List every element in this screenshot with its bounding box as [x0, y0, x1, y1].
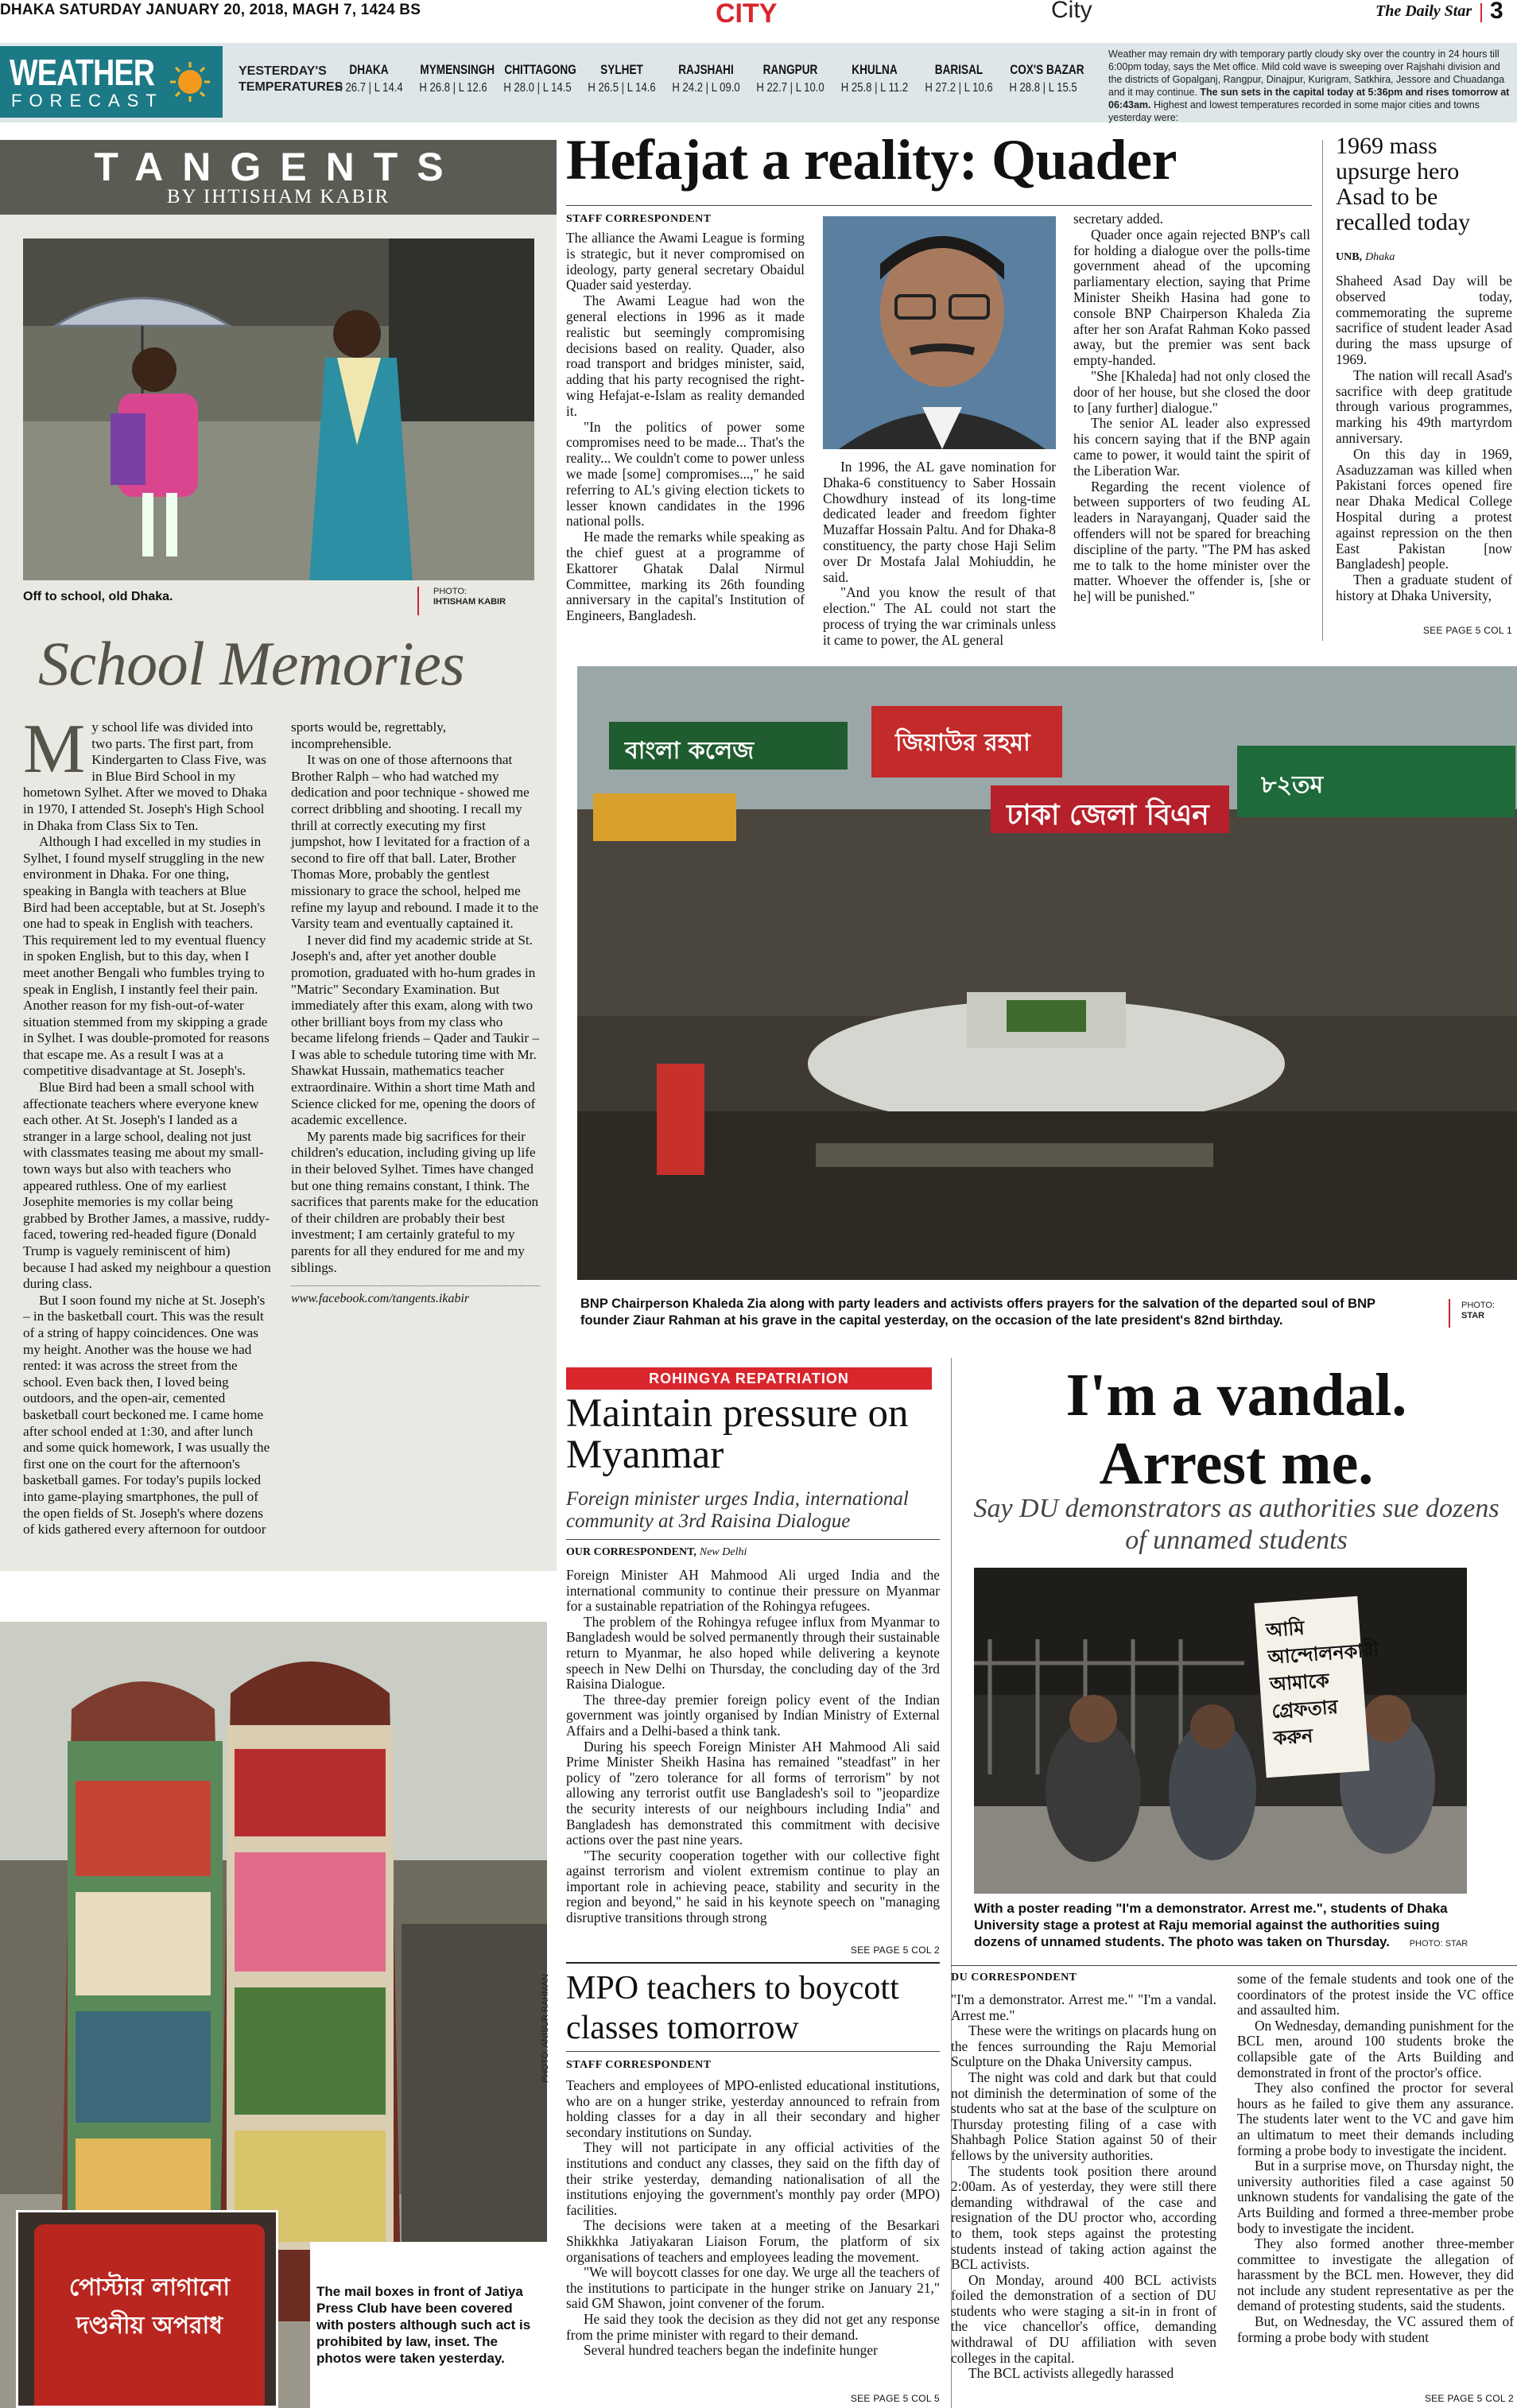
schoolgirl-photo: [23, 238, 534, 580]
rohingya-body: [566, 1568, 940, 1926]
hefajat-paragraph: He made the remarks while speaking as the chief guest at a programme of Ekattorer Ghatak Dalal Nirmul Committee, marking its 26th founding anniversary in the capital's Institution of Engineers, Bangladesh.: [566, 529, 805, 624]
hefajat-paragraph: The alliance the Awami League is forming is strategic, but it never compromised on ideology, party general secretary Obaidul Quader said yesterday.: [566, 230, 805, 293]
hefajat-col-1: [566, 231, 805, 624]
rohingya-dateline: New Delhi: [699, 1546, 747, 1558]
quader-photo: [823, 216, 1056, 449]
forecast-text: Weather may remain dry with temporary partly cloudy sky over the country in 24 hours till 6:00pm today, says the Met office. Mild cold wave is sweeping over Rajshahi division and the districts of Gopalganj, Rangpur, Dinajpur, Kurigram, Satkhira, Jessore and Chuadanga and it may continue.: [1108, 48, 1505, 98]
vandal-col-2: [1237, 1972, 1514, 2345]
mpo-top-rule: [566, 1962, 940, 1964]
hefajat-paragraph: "And you know the result of that election." The AL could not start the process of trying the war criminals unless it came to power, the AL general: [823, 584, 1056, 648]
tangents-paragraph: I never did find my academic stride at St. Joseph's and, after yet another double promotion, graduated with ho-hum grades in "Matric" Secondary Examination. But immediately after this exam, along with two other brilliant boys from my class who became lifelong friends – Qader and Taukir – I was able to schedule tutoring time with Mr. Shawkat Hussain, mathematics teacher extraordinaire. Within a short time Math and Science clicked for me, opening the doors of academic excellence.: [291, 932, 540, 1128]
tangents-paragraph: My parents made big sacrifices for their children's education, including giving up life in their beloved Sylhet. Times have changed but one thing remains constant, I think. The sacrifices that parents make for the education of their children are probably their best investment; I am certainly grateful to my parents for all they endured for me and my siblings.: [291, 1128, 539, 1275]
rohingya-byline-name: OUR CORRESPONDENT,: [566, 1546, 696, 1558]
vandal-paragraph: The night was cold and dark but that could not diminish the determination of some of the students who sat at the base of the sculpture on Thursday protesting filing of a case with Shahbagh Police Station against 50 of their fellows by the university authorities.: [951, 2069, 1216, 2163]
weather-city-name: COX'S BAZAR: [1010, 62, 1084, 77]
rohingya-kicker: ROHINGYA REPATRIATION: [566, 1367, 932, 1390]
vandal-byline: DU CORRESPONDENT: [951, 1972, 1077, 1983]
vandal-credit: PHOTO: STAR: [1409, 1939, 1469, 1949]
asad-paragraph: On this day in 1969, Asaduzzaman was killed when Pakistani forces opened fire near Dhaka Medical College Hospital during a protest against repression on the then East Pakistan [now Bangladesh] people.: [1336, 445, 1512, 572]
vandal-paragraph: But in a surprise move, on Thursday night, the university authorities filed a case against 50 unknown students for vandalising the gate of the Arts Building and formed a three-member probe body to investigate the incident.: [1237, 2158, 1514, 2236]
mpo-rule: [566, 2051, 940, 2052]
weather-city: [665, 62, 747, 95]
vandal-rule: [951, 1965, 1517, 1966]
logo-divider: [1480, 3, 1482, 22]
rohingya-paragraph: The problem of the Rohingya refugee influx from Myanmar to Bangladesh would be solved permanently through their sustainable return to Myanmar, he also hoped while delivering a keynote speech in New Delhi on Thursday, the concluding day of the 3rd Raisina Dialogue.: [566, 1613, 940, 1693]
tangents-header: [0, 140, 557, 215]
hefajat-paragraph: In 1996, the AL gave nomination for Dhaka-6 constituency to Saber Hossain Chowdhury instead of its long-time dedicated leader and freedom fighter Muzaffar Hossain Paltu. And for Dhaka-8 constituency, the party chose Haji Selim over Dr Mostafa Jalal Mohiuddin, he said.: [823, 459, 1056, 585]
weather-city-temps: H 25.8 | L 11.2: [840, 81, 909, 95]
weather-city-name: SYLHET: [600, 62, 643, 77]
tangents-url[interactable]: www.facebook.com/tangents.ikabir: [291, 1292, 470, 1306]
forecast-end: Highest and lowest temperatures recorded in some major cities and towns yesterday were:: [1108, 99, 1480, 123]
hefajat-paragraph: "She [Khaleda] had not only closed the door of her house, but she closed the door to [any further] dialogue.": [1073, 367, 1310, 416]
mailbox-inset: [16, 2210, 278, 2408]
tangents-byline: BY IHTISHAM KABIR: [166, 186, 390, 207]
rohingya-paragraph: Foreign Minister AH Mahmood Ali urged India and the international community to continue their pressure on Myanmar for a sustainable repatriation of the Rohingya refugees.: [566, 1567, 940, 1615]
vandal-paragraph: They also formed another three-member committee to investigate the allegation of harassment by the BCL men. However, they did not include any student representative as per the demand of protesting students, said the students.: [1237, 2235, 1514, 2314]
inset-notice-1: পোস্টার লাগানো: [68, 2274, 231, 2301]
vandal-paragraph: The BCL activists allegedly harassed: [968, 2365, 1174, 2382]
mpo-paragraph: The decisions were taken at a meeting of the Besarkari Shikkhka Jatiyakaran Liaison Forum, the platform of six organisations of teachers and employees leading the movement.: [566, 2217, 940, 2265]
asad-divider: [1322, 140, 1323, 641]
weather-city-name: BARISAL: [934, 62, 984, 77]
vandal-col-1: [951, 1992, 1216, 2382]
weather-city: [328, 62, 410, 95]
vandal-photo: [974, 1568, 1467, 1894]
paper-logo: The Daily Star: [1375, 2, 1472, 20]
vandal-caption: [974, 1900, 1471, 1950]
hefajat-col-3: [1073, 211, 1310, 605]
banner-text-1: বাংলা কলেজ: [625, 737, 755, 765]
vandal-paragraph: The students took position there around 2:00am. As of yesterday, they were still there demanding withdrawal of the case and resignation of the DU proctor who, according to them, took steps against the protesting students instead of taking action against the BCL activists.: [951, 2162, 1216, 2273]
weather-title: WEATHER: [10, 52, 155, 93]
rohingya-byline: [566, 1546, 747, 1559]
vandal-paragraph: On Wednesday, demanding punishment for the BCL men, around 100 students broke the collapsible gate of the Arts Building and demonstrated in front of the proctor's office.: [1237, 2017, 1514, 2080]
asad-byline-agency: UNB,: [1336, 251, 1363, 263]
mpo-body: [566, 2078, 940, 2359]
bnp-credit-name: STAR: [1461, 1311, 1485, 1320]
hefajat-rule: [566, 205, 1312, 206]
weather-cities: [328, 62, 1091, 110]
vandal-headline: I'm a vandal. Arrest me.: [1065, 1362, 1407, 1497]
bnp-credit-label: PHOTO:: [1461, 1301, 1495, 1310]
weather-city-temps: H 28.8 | L 15.5: [1009, 81, 1077, 95]
hefajat-paragraph: secretary added.: [1073, 211, 1163, 227]
weather-city-temps: H 24.2 | L 09.0: [672, 81, 740, 95]
dropcap: M: [23, 711, 86, 788]
rohingya-headline: Maintain pressure on Myanmar: [566, 1391, 909, 1477]
mpo-paragraph: Teachers and employees of MPO-enlisted educational institutions, who are on a hunger strike, yesterday announced to refrain from holding classes for a day in all their secondary and higher secondary institutions on Sunday.: [566, 2077, 940, 2140]
mpo-paragraph: "We will boycott classes for one day. We urge all the teachers of the institutions to participate in the hunger strike on January 21," said GM Shawon, joint convener of the forum.: [566, 2264, 940, 2312]
vandal-paragraph: On Monday, around 400 BCL activists foiled the demonstration of a section of DU students who were staging a sit-in in front of the vice chancellor's office, demanding withdrawal of DU affiliation with seven colleges in the capital.: [951, 2271, 1216, 2366]
asad-headline: 1969 mass upsurge hero Asad to be recalled today: [1336, 133, 1471, 235]
mpo-paragraph: They will not participate in any official activities of the institutions and conduct any classes, they said on the fifth day of their strike yesterday, demanding nationalisation of all the institutions enjoying the government's monthly pay order (MPO) facilities.: [566, 2139, 940, 2218]
rohingya-paragraph: "The security cooperation together with our collective fight against terrorism and violent extremism continue to play an important role in achieving peace, stability and security in the region and beyond," he said in his keynote speech on "managing disruptive transitions through strong: [566, 1847, 940, 1926]
rohingya-paragraph: The three-day premier foreign policy event of the Indian government was jointly organised by Indian Ministry of External Affairs and a Delhi-based a think tank.: [566, 1691, 940, 1739]
dateline: DHAKA SATURDAY JANUARY 20, 2018, MAGH 7, 1424 BS: [0, 2, 421, 18]
weather-logo: [0, 46, 223, 118]
sun-times: The sun sets in the capital today at 5:36pm and rises tomorrow at 06:43am.: [1108, 87, 1510, 111]
page-number: 3: [1490, 0, 1503, 24]
tangents-paragraph: Blue Bird had been a small school with affectionate teachers where everyone knew each other. At St. Joseph's I landed as a stranger in a large school, dealing not just with classmates teasing me about my small-town ways but also with teachers who appeared ruthless. One of my earliest Josephite memories is my collar being grabbed by Brother James, a massive, ruddy-faced, towering red-headed figure (Donald Trump is vaguely reminiscent of him) because I had asked my neighbour a question during class.: [23, 1080, 271, 1292]
weather-city-temps: H 28.0 | L 14.5: [503, 81, 572, 95]
rohingya-deck: Foreign minister urges India, international community at 3rd Raisina Dialogue: [566, 1488, 909, 1532]
mpo-paragraph: He said they took the decision as they did not get any response from the prime minister with regard to their demand.: [566, 2310, 940, 2343]
bnp-caption: BNP Chairperson Khaleda Zia along with party leaders and activists offers prayers for the salvation of the departed soul of BNP founder Ziaur Rahman at his grave in the capital yesterday, on the occasion of the late president's 82nd birthday.: [580, 1297, 1375, 1328]
banner-text-3: জিয়াউর রহমা: [895, 729, 1030, 757]
rohingya-paragraph: During his speech Foreign Minister AH Mahmood Ali said Prime Minister Sheikh Hasina has remained "steadfast" in her policy of "zero tolerance for all forms of terrorism" by not allowing any terrorist outfit use Bangladesh's soil to "jeopardize the security interests of our neighbours including India" and Bangladesh has demonstrated this commitment with decisive actions over the past nine years.: [566, 1738, 940, 1848]
mpo-paragraph: Several hundred teachers began the indefinite hunger: [584, 2342, 878, 2359]
rohingya-see-page[interactable]: SEE PAGE 5 COL 2: [850, 1945, 940, 1956]
vandal-paragraph: These were the writings on placards hung on the fences surrounding the Raju Memorial Sculpture on the Dhaka University campus.: [951, 2022, 1216, 2070]
asad-paragraph: Then a graduate student of history at Dhaka University,: [1336, 572, 1512, 603]
section-label-small: City: [1051, 0, 1092, 23]
vandal-paragraph: They also confined the proctor for several hours as he failed to give them any assurance. The students later went to the VC and gave him an ultimatum to meet their demands including forming a probe body to investigate the incident.: [1237, 2080, 1514, 2158]
tangents-kicker: TANGENTS: [94, 145, 463, 189]
vandal-paragraph: some of the female students and took one of the coordinators of the protest inside the VC office and assaulted him.: [1237, 1971, 1514, 2018]
asad-see-page[interactable]: SEE PAGE 5 COL 1: [1422, 625, 1512, 636]
asad-byline: [1336, 251, 1395, 264]
weather-city-name: MYMENSINGH: [420, 62, 495, 77]
weather-city-temps: H 26.8 | L 12.6: [419, 81, 487, 95]
banner-text-4: ৮২তম: [1261, 771, 1324, 799]
tangents-body: [23, 711, 540, 1562]
vandal-caption-text: With a poster reading "I'm a demonstrator. Arrest me.", students of Dhaka University stage a protest at Raju memorial against the authorities suing dozens of unnamed students. The photo was taken on Thursday.: [974, 1901, 1448, 1949]
weather-city-temps: H 27.2 | L 10.6: [925, 81, 993, 95]
bnp-credit: [1461, 1301, 1495, 1321]
hefajat-paragraph: Regarding the recent violence of between supporters of two feuding AL leaders in Narayanganj, Quader said the offenders will not be spared for breaching discipline of the party. "The PM has asked me to talk to the home minister over the matter. Whoever the offender is, [she or he] will be punished.": [1073, 478, 1310, 605]
weather-city: [918, 62, 1000, 95]
mailbox-caption: The mail boxes in front of Jatiya Press Club have been covered with posters although such act is prohibited by law, inset. The photos were taken yesterday.: [316, 2284, 531, 2366]
weather-forecast: [1108, 48, 1514, 124]
protest-poster-text: আমি আন্দোলনকারী আমাকে গ্রেফতার করুন: [1265, 1616, 1380, 1750]
weather-city: [1002, 62, 1084, 95]
tangents-paragraph: Although I had excelled in my studies in Sylhet, I found myself struggling in the new environment in Dhaka. For one thing, speaking in Bangla with teachers at Blue Bird had been acceptable, but at St. Joseph's one had to speak in English with teachers. This requirement led to my eventual fluency in spoken English, but to this day, when I meet another Bengali who fumbles trying to speak in English, I instantly feel their pain. Another reason for my fish-out-of-water situation stemmed from my skipping a grade in Sylhet. I was double-promoted for reasons that escape me. As a result I was at a competitive disadvantage at St. Joseph's.: [23, 834, 270, 1079]
weather-city: [496, 62, 579, 95]
tangents-paragraph: It was on one of those afternoons that Brother Ralph – who had watched my dedication and poor technique - showed me correct dribbling and shooting. I recall my thrill at correctly executing my first jumpshot, how I levitated for a fraction of a second to fire off that ball. Later, Brother Thomas More, probably the gentlest missionary to grace the school, helped me refine my layup and rebound. I made it to the Varsity team and eventually captained it.: [291, 752, 539, 932]
asad-paragraph: Shaheed Asad Day will be observed today, commemorating the supreme sacrifice of student leader Asad during the mass upsurge of 1969.: [1336, 273, 1512, 367]
sun-icon: [169, 60, 211, 103]
weather-city-name: RANGPUR: [762, 62, 818, 77]
hefajat-headline: Hefajat a reality: Quader: [566, 128, 1177, 192]
hefajat-paragraph: "In the politics of power some compromises need to be made... That's the reality... We couldn't come to power unless we made [some] compromises...," he said referring to AL's giving election tickets to lesser known candidates in the 1996 national polls.: [566, 418, 805, 529]
tangents-url-divider: [291, 1285, 540, 1286]
hefajat-paragraph: Quader once again rejected BNP's call for holding a dialogue over the polls-time government ahead of the upcoming parliamentary election, saying that Prime Minister Sheikh Hasina had gone to console BNP Chairperson Khaleda Zia after her son Arafat Rahman Koko passed away, but the premier was sent back empty-handed.: [1073, 226, 1310, 369]
hefajat-paragraph: The senior AL leader also expressed his concern saying that if the BNP again came to power, it would taint the spirit of the Liberation War.: [1073, 415, 1310, 479]
weather-subtitle: FORECAST: [11, 91, 164, 111]
schoolgirl-caption: Off to school, old Dhaka.: [23, 590, 173, 603]
weather-city: [833, 62, 916, 95]
asad-paragraph: The nation will recall Asad's sacrifice with deep gratitude through various programmes, marking his 49th martyrdom anniversary.: [1336, 366, 1512, 446]
weather-city-name: DHAKA: [349, 62, 389, 77]
schoolgirl-credit: [433, 587, 506, 607]
bnp-photo: [577, 666, 1517, 1280]
hefajat-byline: STAFF CORRESPONDENT: [566, 213, 712, 225]
tangents-paragraph: y school life was divided into two parts. The first part, from Kindergarten to Class Five, was in Blue Bird School in my hometown Sylhet. After we moved to Dhaka in 1970, I attended St. Joseph's High School in Dhaka from Class Six to Ten.: [23, 719, 267, 833]
yesterday-label: YESTERDAY'S TEMPERATURES: [239, 64, 343, 94]
weather-city-temps: H 26.7 | L 14.4: [335, 81, 403, 95]
weather-city: [749, 62, 832, 95]
vandal-deck: Say DU demonstrators as authorities sue dozens of unnamed students: [973, 1494, 1500, 1555]
mailbox-credit: PHOTO: ANISUR RAHMAN: [541, 1974, 550, 2083]
weather-city-name: CHITTAGONG: [504, 62, 576, 77]
weather-city: [412, 62, 495, 95]
inset-notice-2: দণ্ডনীয় অপরাধ: [76, 2312, 223, 2340]
weather-city-name: RAJSHAHI: [678, 62, 734, 77]
mpo-see-page[interactable]: SEE PAGE 5 COL 5: [850, 2393, 940, 2404]
weather-city-temps: H 26.5 | L 14.6: [588, 81, 656, 95]
vandal-paragraph: But, on Wednesday, the VC assured them of forming a probe body with student: [1237, 2313, 1514, 2345]
credit-label: PHOTO:: [433, 587, 467, 596]
banner-text-2: ঢাকা জেলা বিএন: [1007, 799, 1209, 832]
tangents-paragraph: But I soon found my niche at St. Joseph's – in the basketball court. This was the result of a string of happy coincidences. One was my height. Another was the house we had rented: it was across the street from the school. Even back then, I loved being outdoors, and the open-air, cemented basketball court beckoned me. I came home after school ended at 1:30, and after lunch and some quick homework, I was usually the first one on the court for the afternoon's basketball games. For today's pupils locked into game-playing smartphones, the pull of the open fields of St. Joseph's where dozens of kids gathered every afternoon for outdoor sports would be, regrettably, incomprehensible.: [23, 719, 447, 1537]
weather-city-name: KHULNA: [852, 62, 898, 77]
rohingya-rule: [566, 1539, 940, 1540]
section-label: CITY: [716, 0, 778, 29]
bnp-credit-divider: [1449, 1299, 1450, 1328]
hefajat-paragraph: The Awami League had won the general elections in 1996 as it made realistic but seemingly compromising decisions based on reality. Quader, also road transport and bridges minister, said, adding that his party recognised the right-wing Hefajat-e-Islam as reality demanded it.: [566, 293, 805, 419]
credit-name: IHTISHAM KABIR: [433, 597, 506, 607]
tangents-headline: School Memories: [38, 629, 465, 698]
asad-dateline: Dhaka: [1365, 251, 1395, 263]
mpo-headline: MPO teachers to boycott classes tomorrow: [566, 1970, 899, 2046]
credit-divider: [417, 587, 419, 615]
weather-city: [580, 62, 663, 95]
weather-city-temps: H 22.7 | L 10.0: [756, 81, 824, 95]
mpo-byline: STAFF CORRESPONDENT: [566, 2059, 712, 2071]
vandal-paragraph: "I'm a demonstrator. Arrest me." "I'm a vandal. Arrest me.": [951, 1991, 1216, 2023]
vandal-see-page[interactable]: SEE PAGE 5 COL 2: [1424, 2393, 1514, 2404]
hefajat-col-2: [823, 459, 1056, 649]
asad-body: [1336, 273, 1512, 604]
